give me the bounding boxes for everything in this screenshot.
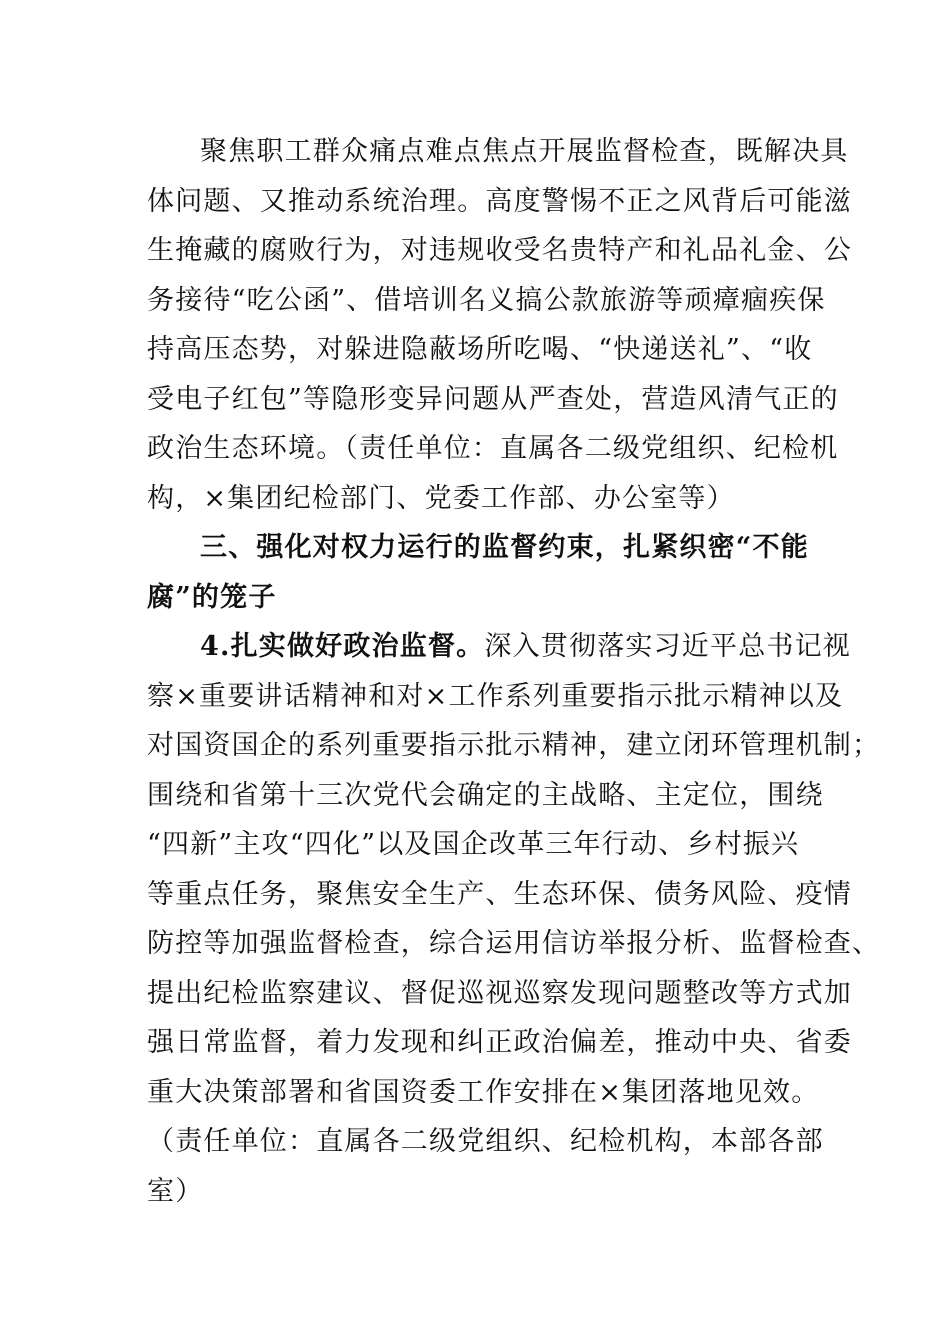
item-4-first-line [200, 622, 851, 672]
paragraph-line: 聚焦职工群众痛点难点焦点开展监督检查，既解决具 [200, 136, 849, 167]
paragraph-line: 察×重要讲话精神和对×工作系列重要指示批示精神以及 [147, 681, 844, 712]
paragraph-line: 政治生态环境。（责任单位：直属各二级党组织、纪检机 [147, 433, 839, 464]
paragraph-line: 受电子红包”等隐形变异问题从严查处，营造风清气正的 [147, 384, 839, 415]
paragraph-line: 强日常监督，着力发现和纠正政治偏差，推动中央、省委 [147, 1027, 852, 1058]
paragraph-line: 务接待“吃公函”、借培训名义搞公款旅游等顽瘴痼疾保 [147, 285, 826, 316]
paragraph-line: 提出纪检监察建议、督促巡视巡察发现问题整改等方式加 [147, 978, 852, 1009]
paragraph-line: 持高压态势，对躲进隐蔽场所吃喝、“快递送礼”、“收 [147, 334, 813, 365]
paragraph-line: “四新”主攻“四化”以及国企改革三年行动、乡村振兴 [147, 829, 800, 860]
paragraph-line: （责任单位：直属各二级党组织、纪检机构，本部各部 [147, 1126, 824, 1157]
paragraph-line: 生掩藏的腐败行为，对违规收受名贵特产和礼品礼金、公 [147, 235, 852, 266]
paragraph-line: 构，×集团纪检部门、党委工作部、办公室等） [147, 483, 735, 514]
paragraph-line: 防控等加强监督检查，综合运用信访举报分析、监督检查、 [147, 928, 881, 959]
section-heading: 三、强化对权力运行的监督约束，扎紧织密“不能 [200, 532, 809, 563]
section-heading: 腐”的笼子 [147, 582, 277, 613]
paragraph-line: 重大决策部署和省国资委工作安排在×集团落地见效。 [147, 1077, 820, 1108]
paragraph-line: 等重点任务，聚焦安全生产、生态环保、债务风险、疫情 [147, 879, 852, 910]
item-4-title: 4.扎实做好政治监督。 [200, 631, 485, 662]
item-4-text: 深入贯彻落实习近平总书记视 [484, 631, 851, 662]
paragraph-line: 室） [147, 1176, 204, 1207]
paragraph-line: 围绕和省第十三次党代会确定的主战略、主定位，围绕 [147, 780, 824, 811]
paragraph-line: 对国资国企的系列重要指示批示精神，建立闭环管理机制； [147, 730, 881, 761]
paragraph-line: 体问题、又推动系统治理。高度警惕不正之风背后可能滋 [147, 186, 852, 217]
